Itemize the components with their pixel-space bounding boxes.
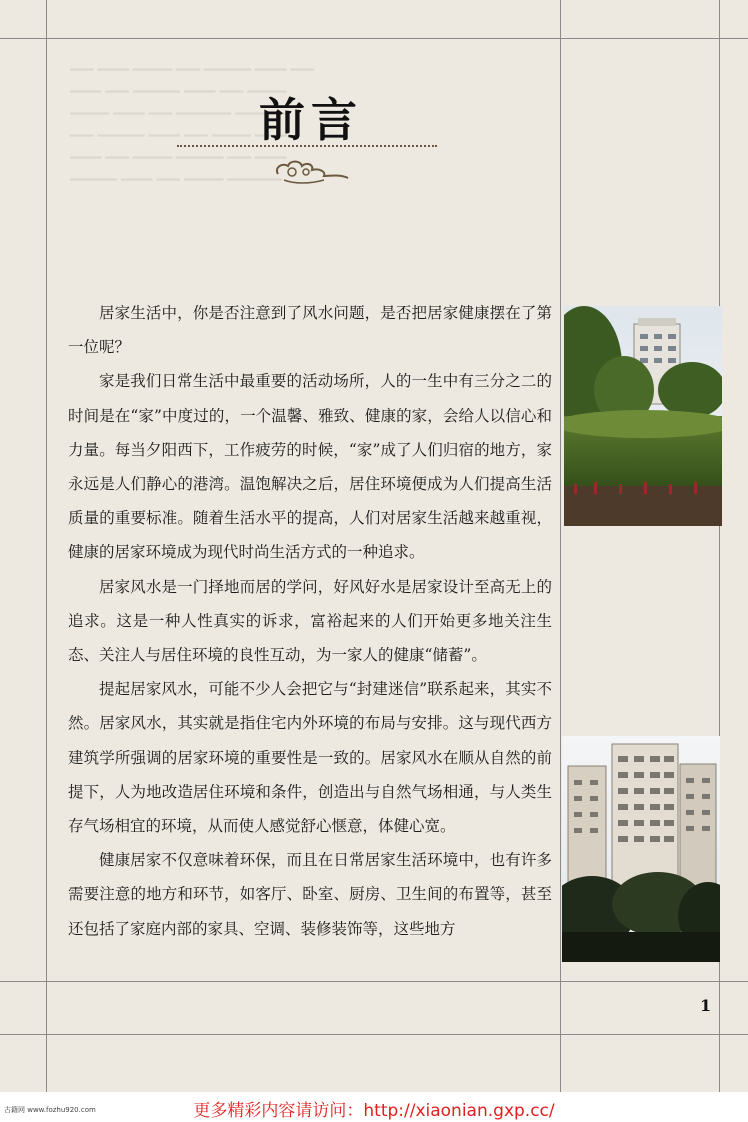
cloud-ornament-icon [270, 154, 350, 188]
paragraph: 家是我们日常生活中最重要的活动场所，人的一生中有三分之二的时间是在“家”中度过的，一个温馨、雅致、健康的家，会给人以信心和力量。每当夕阳西下，工作疲劳的时候，“家”成了人们归宿的地方，家永远是人们静心的港湾。温饱解决之后，居住环境便成为人们提高生活质量的重要标准。随着生活水平的提高，人们对居家生活越来越重视，健康的居家环境成为现代时尚生活方式的一种追求。 [68, 372, 552, 562]
paragraph: 居家生活中，你是否注意到了风水问题，是否把居家健康摆在了第一位呢？ [68, 304, 552, 357]
page-number: 1 [700, 996, 712, 1015]
paragraph: 健康居家不仅意味着环保，而且在日常居家生活环境中，也有许多需要注意的地方和环节，如客厅、卧室、厨房、卫生间的布置等，甚至还包括了家庭内部的家具、空调、装修装饰等，这些地方 [68, 851, 552, 938]
top-rule [0, 38, 748, 39]
footer-visit-link[interactable]: 更多精彩内容请访问：http://xiaonian.gxp.cc/ [193, 1101, 555, 1121]
title-dotted-line [177, 145, 437, 147]
photo-apartment-towers [562, 736, 720, 962]
bottom-rule-upper [0, 981, 748, 982]
paragraph: 居家风水是一门择地而居的学问，好风好水是居家设计至高无上的追求。这是一种人性真实的诉求，富裕起来的人们开始更多地关注生态、关注人与居住环境的良性互动，为一家人的健康“储蓄”。 [68, 577, 552, 665]
preface-body [68, 296, 552, 946]
middle-rule [560, 0, 561, 1092]
paragraph: 提起居家风水，可能不少人会把它与“封建迷信”联系起来，其实不然。居家风水，其实就是指住宅内外环境的布局与安排。这与现代西方建筑学所强调的居家环境的重要性是一致的。居家风水在顺从自然的前提下，人为地改造居住环境和条件，创造出与自然气场相通，与人类生存气场相宜的环境，从而使人感觉舒心惬意，体健心宽。 [68, 680, 552, 836]
photo-park-building [564, 306, 722, 526]
bottom-rule-lower [0, 1034, 748, 1035]
left-rule [46, 0, 47, 1092]
footer-site-label: 古籍网 www.fozhu920.com [4, 1106, 96, 1114]
bleed-through-texture: ━━━ ━━━━ ━━━━━ ━━━ ━━━━━━ ━━━━ ━━━ ━━━━ ━━━ ━━━━━━ ━━━━ ━━━ ━━━━━ ━━━━━ ━━━━ ━━━ ━━━━━━━ ━━━━ ━━ ━━━ ━━━━━━ ━━━━ ━━━ ━━━━━ ━━━━ ━━━━ ━━━ ━━━━━ ━━━━━━ ━━━ ━━━━ ━━━━━━ ━━━━ ━━━ ━━━━━ ━━━━━━━ [70, 63, 314, 188]
page-title: 前言 [259, 93, 363, 147]
